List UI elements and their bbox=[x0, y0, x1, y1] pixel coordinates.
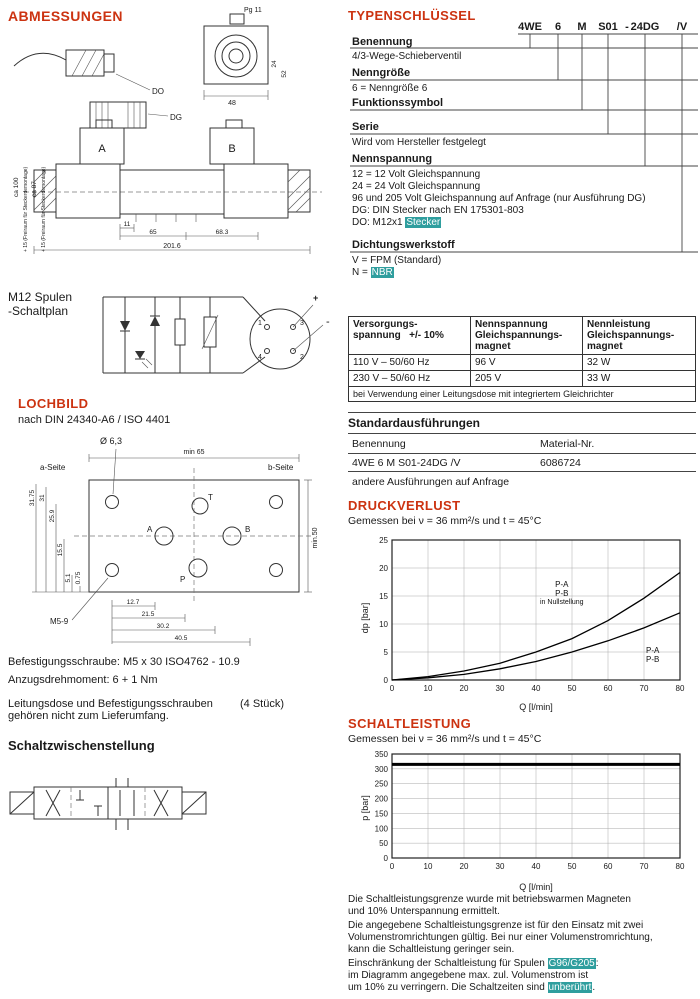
table-row bbox=[349, 371, 696, 387]
dim-label: 21.5 bbox=[141, 611, 155, 618]
svg-text:20: 20 bbox=[459, 684, 469, 693]
dim-label: 25.9 bbox=[49, 509, 56, 523]
header-part: +/- 10% bbox=[409, 330, 444, 341]
table-cell: 110 V – 50/60 Hz bbox=[349, 355, 471, 371]
note-line bbox=[348, 958, 599, 969]
x-axis-label: Q [l/min] bbox=[519, 882, 553, 892]
nennspannung-line bbox=[352, 217, 441, 228]
svg-text:10: 10 bbox=[423, 684, 433, 693]
note-line bbox=[348, 982, 595, 993]
svg-text:50: 50 bbox=[567, 684, 577, 693]
dim-label: DO bbox=[152, 87, 164, 96]
dim-label: ca 87 bbox=[31, 181, 38, 197]
dim-label: ca 100 bbox=[13, 177, 20, 197]
highlighted-text: NBR bbox=[371, 267, 393, 278]
table-header-cell bbox=[349, 317, 471, 355]
nennspannung-line: 24 = 24 Volt Gleichspannung bbox=[352, 181, 481, 192]
note-part: Einschränkung der Schaltleistung für Spulen bbox=[348, 958, 548, 969]
header-line: Gleichspannungs- bbox=[587, 330, 675, 341]
dim-label: 5.1 bbox=[65, 573, 72, 583]
svg-text:0: 0 bbox=[389, 684, 395, 693]
scope-note-line2: gehören nicht zum Lieferumfang. bbox=[8, 710, 169, 722]
svg-text:30: 30 bbox=[495, 862, 505, 871]
note-part: : bbox=[595, 958, 599, 969]
table-footnote: bei Verwendung einer Leitungsdose mit integriertem Gleichrichter bbox=[349, 387, 696, 402]
chart-legend-nullstellung bbox=[540, 580, 584, 607]
mounting-screw-note: Befestigungsschraube: M5 x 30 ISO4762 - 10.9 bbox=[8, 656, 240, 668]
y-axis-label: p [bar] bbox=[360, 795, 370, 821]
table-header-row bbox=[349, 317, 696, 355]
nenngroesse-value: 6 = Nenngröße 6 bbox=[352, 83, 428, 94]
note-line: im Diagramm angegebene max. zul. Volumenstrom ist bbox=[348, 970, 589, 981]
dim-label: 52 bbox=[281, 70, 288, 78]
coil-circuit-diagram bbox=[95, 281, 335, 393]
svg-text:10: 10 bbox=[379, 620, 388, 629]
header-line: Gleichspannungs- bbox=[475, 330, 563, 341]
dim-label: min.50 bbox=[312, 527, 319, 549]
dichtung-line: V = FPM (Standard) bbox=[352, 255, 442, 266]
svg-text:60: 60 bbox=[603, 684, 613, 693]
svg-text:30: 30 bbox=[495, 684, 505, 693]
dim-label: 201.6 bbox=[163, 243, 181, 250]
svg-text:50: 50 bbox=[567, 862, 577, 871]
port-t-label: T bbox=[208, 493, 213, 502]
svg-text:15: 15 bbox=[379, 592, 388, 601]
quantity-note: (4 Stück) bbox=[240, 698, 285, 710]
legend-line: P-B bbox=[555, 589, 569, 598]
highlighted-text: unberührt bbox=[548, 982, 592, 993]
druckverlust-title: DRUCKVERLUST bbox=[348, 498, 461, 513]
note-line: Volumenstromrichtungen gültig. Bei nur einer Volumenstromrichtung, bbox=[348, 932, 653, 943]
dim-label: 30.2 bbox=[156, 623, 170, 630]
minus-label: - bbox=[326, 316, 330, 328]
header-part: spannung bbox=[353, 330, 401, 341]
highlighted-text: Stecker bbox=[406, 217, 441, 228]
nennspannung-label: Nennspannung bbox=[352, 153, 433, 165]
type-code-part: /V bbox=[676, 21, 688, 33]
header-line: Nennspannung bbox=[475, 319, 548, 330]
dim-label: 31 bbox=[39, 494, 46, 502]
svg-text:70: 70 bbox=[639, 862, 649, 871]
m12-schaltplan-label: M12 Spulen bbox=[8, 290, 73, 304]
benennung-label: Benennung bbox=[352, 36, 413, 48]
benennung-value: 4/3-Wege-Schieberventil bbox=[352, 51, 462, 62]
lochbild-subtitle: nach DIN 24340-A6 / ISO 4401 bbox=[18, 414, 171, 426]
supply-voltage-table bbox=[348, 316, 696, 402]
svg-text:350: 350 bbox=[374, 750, 388, 759]
plus-label: + bbox=[313, 293, 319, 303]
nennspannung-line: DG: DIN Stecker nach EN 175301-803 bbox=[352, 205, 524, 216]
svg-text:0: 0 bbox=[383, 854, 388, 863]
dim-label: min 65 bbox=[183, 449, 205, 456]
svg-text:80: 80 bbox=[675, 862, 685, 871]
dichtung-label: Dichtungswerkstoff bbox=[352, 239, 455, 251]
funktionssymbol-label: Funktionssymbol bbox=[352, 97, 444, 109]
standard-note: andere Ausführungen auf Anfrage bbox=[352, 476, 510, 488]
dim-label: 65 bbox=[149, 229, 157, 236]
note-line: kann die Schaltleistung geringer sein. bbox=[348, 944, 515, 955]
svg-text:0: 0 bbox=[383, 676, 388, 685]
m5-label: M5-9 bbox=[50, 617, 69, 626]
type-code-part: 6 bbox=[554, 21, 562, 33]
standard-title: Standardausführungen bbox=[348, 416, 481, 430]
switching-capacity-chart bbox=[358, 746, 690, 894]
dim-label: Pg 11 bbox=[244, 7, 262, 14]
divider bbox=[348, 412, 696, 413]
abmessungen-title: ABMESSUNGEN bbox=[8, 8, 123, 24]
svg-text:60: 60 bbox=[603, 862, 613, 871]
dim-label: 12.7 bbox=[126, 599, 140, 606]
divider bbox=[348, 471, 696, 472]
table-row bbox=[349, 355, 696, 371]
coil-b-label: B bbox=[228, 143, 236, 155]
hydraulic-symbol bbox=[8, 756, 208, 851]
type-code-dash: - bbox=[625, 21, 629, 33]
header-line: magnet bbox=[475, 341, 511, 352]
table-cell: 96 V bbox=[471, 355, 583, 371]
dim-label: DG bbox=[170, 113, 182, 122]
port-p-label: P bbox=[180, 575, 186, 584]
svg-text:40: 40 bbox=[531, 862, 541, 871]
coil-a-label: A bbox=[98, 143, 106, 155]
type-code-part: 24DG bbox=[630, 21, 660, 33]
dim-label: 11 bbox=[123, 221, 131, 228]
port-b-label: B bbox=[245, 525, 251, 534]
dim-label: 15.5 bbox=[57, 543, 64, 557]
nenngroesse-label: Nenngröße bbox=[352, 67, 411, 79]
m12-schaltplan-label: -Schaltplan bbox=[8, 304, 69, 318]
svg-text:70: 70 bbox=[639, 684, 649, 693]
a-side-label: a-Seite bbox=[40, 463, 66, 472]
table-footer-row bbox=[349, 387, 696, 402]
nennspannung-line: 12 = 12 Volt Gleichspannung bbox=[352, 169, 481, 180]
serie-label: Serie bbox=[352, 121, 379, 133]
svg-text:100: 100 bbox=[374, 824, 388, 834]
standard-col-materialnr: Material-Nr. bbox=[540, 438, 595, 450]
svg-text:150: 150 bbox=[374, 809, 388, 819]
header-line: Nennleistung bbox=[587, 319, 651, 330]
legend-line: P-A bbox=[646, 646, 660, 655]
mounting-pattern-drawing bbox=[14, 428, 334, 652]
svg-text:20: 20 bbox=[459, 862, 469, 871]
legend-line: P-B bbox=[646, 655, 660, 664]
table-cell: 32 W bbox=[583, 355, 696, 371]
torque-note: Anzugsdrehmoment: 6 + 1 Nm bbox=[8, 674, 158, 686]
svg-text:80: 80 bbox=[675, 684, 685, 693]
type-code-part: 4WE bbox=[518, 21, 542, 33]
type-code-part: S01 bbox=[598, 21, 618, 33]
pin-label: 4 bbox=[258, 354, 262, 361]
druckverlust-subtitle: Gemessen bei ν = 36 mm²/s und t = 45°C bbox=[348, 515, 542, 527]
typenschluessel-title: TYPENSCHLÜSSEL bbox=[348, 8, 476, 23]
svg-text:5: 5 bbox=[383, 648, 388, 657]
port-a-label: A bbox=[147, 525, 153, 534]
note-line: Die Schaltleistungsgrenze wurde mit betriebswarmen Magneten bbox=[348, 894, 631, 905]
lochbild-title: LOCHBILD bbox=[18, 396, 89, 411]
nennspannung-line-prefix: DO: M12x1 bbox=[352, 217, 406, 228]
note-line: Die angegebene Schaltleistungsgrenze ist für den Einsatz mit zwei bbox=[348, 920, 644, 931]
dim-label: + 15 (Freiraum für Steckerdemontage) bbox=[23, 166, 29, 252]
dim-label: 48 bbox=[228, 100, 236, 107]
table-cell: 205 V bbox=[471, 371, 583, 387]
svg-text:0: 0 bbox=[389, 862, 395, 871]
dim-label: 31.75 bbox=[29, 489, 36, 507]
table-header-cell bbox=[471, 317, 583, 355]
scope-note-line1: Leitungsdose und Befestigungsschrauben bbox=[8, 698, 213, 710]
legend-line: in Nullstellung bbox=[540, 599, 584, 606]
note-line: und 10% Unterspannung ermittelt. bbox=[348, 906, 500, 917]
dichtung-line-prefix: N = bbox=[352, 267, 371, 278]
serie-value: Wird vom Hersteller festgelegt bbox=[352, 137, 486, 148]
x-axis-label: Q [l/min] bbox=[519, 702, 553, 712]
dim-label: 24 bbox=[271, 60, 278, 68]
pin-label: 1 bbox=[258, 320, 262, 327]
type-code-part: M bbox=[577, 21, 587, 33]
svg-text:50: 50 bbox=[379, 839, 388, 849]
svg-text:25: 25 bbox=[379, 536, 388, 545]
dim-label: 68.3 bbox=[215, 229, 229, 236]
standard-row-number: 6086724 bbox=[540, 457, 581, 469]
schaltleistung-subtitle: Gemessen bei ν = 36 mm²/s und t = 45°C bbox=[348, 733, 542, 745]
svg-text:20: 20 bbox=[379, 564, 388, 573]
svg-text:10: 10 bbox=[423, 862, 433, 871]
header-line: magnet bbox=[587, 341, 623, 352]
valve-dimension-drawing bbox=[6, 2, 340, 288]
svg-text:40: 40 bbox=[531, 684, 541, 693]
svg-text:200: 200 bbox=[374, 794, 388, 804]
legend-line: P-A bbox=[555, 580, 569, 589]
note-part: . bbox=[592, 982, 596, 993]
table-cell: 230 V – 50/60 Hz bbox=[349, 371, 471, 387]
schaltzwischenstellung-title: Schaltzwischenstellung bbox=[8, 738, 155, 753]
note-part: um 10% zu verringern. Die Schaltzeiten sind bbox=[348, 982, 548, 993]
standard-col-benennung: Benennung bbox=[352, 438, 406, 450]
chart-legend-pa-pb bbox=[646, 646, 659, 664]
highlighted-text: G96/G205 bbox=[548, 958, 595, 969]
y-axis-label: dp [bar] bbox=[360, 602, 370, 634]
pressure-loss-chart bbox=[358, 528, 690, 714]
dichtung-line bbox=[352, 267, 394, 278]
nennspannung-line: 96 und 205 Volt Gleichspannung auf Anfrage (nur Ausführung DG) bbox=[352, 193, 646, 204]
divider bbox=[348, 433, 696, 434]
dim-label: 40.5 bbox=[174, 635, 188, 642]
pin-label: 2 bbox=[300, 354, 304, 361]
table-header-cell bbox=[583, 317, 696, 355]
pin-label: 3 bbox=[300, 320, 304, 327]
divider bbox=[348, 453, 696, 454]
header-line bbox=[353, 330, 466, 341]
svg-text:250: 250 bbox=[374, 779, 388, 789]
dim-label: 0.75 bbox=[75, 571, 82, 585]
diameter-label: Ø 6,3 bbox=[100, 436, 123, 446]
schaltleistung-title: SCHALTLEISTUNG bbox=[348, 716, 472, 731]
dim-label: + 15 (Freiraum für Steckerdemontage) bbox=[41, 166, 47, 252]
table-cell: 33 W bbox=[583, 371, 696, 387]
b-side-label: b-Seite bbox=[268, 463, 294, 472]
svg-text:300: 300 bbox=[374, 764, 388, 774]
standard-row-name: 4WE 6 M S01-24DG /V bbox=[352, 457, 461, 469]
header-line: Versorgungs- bbox=[353, 319, 418, 330]
